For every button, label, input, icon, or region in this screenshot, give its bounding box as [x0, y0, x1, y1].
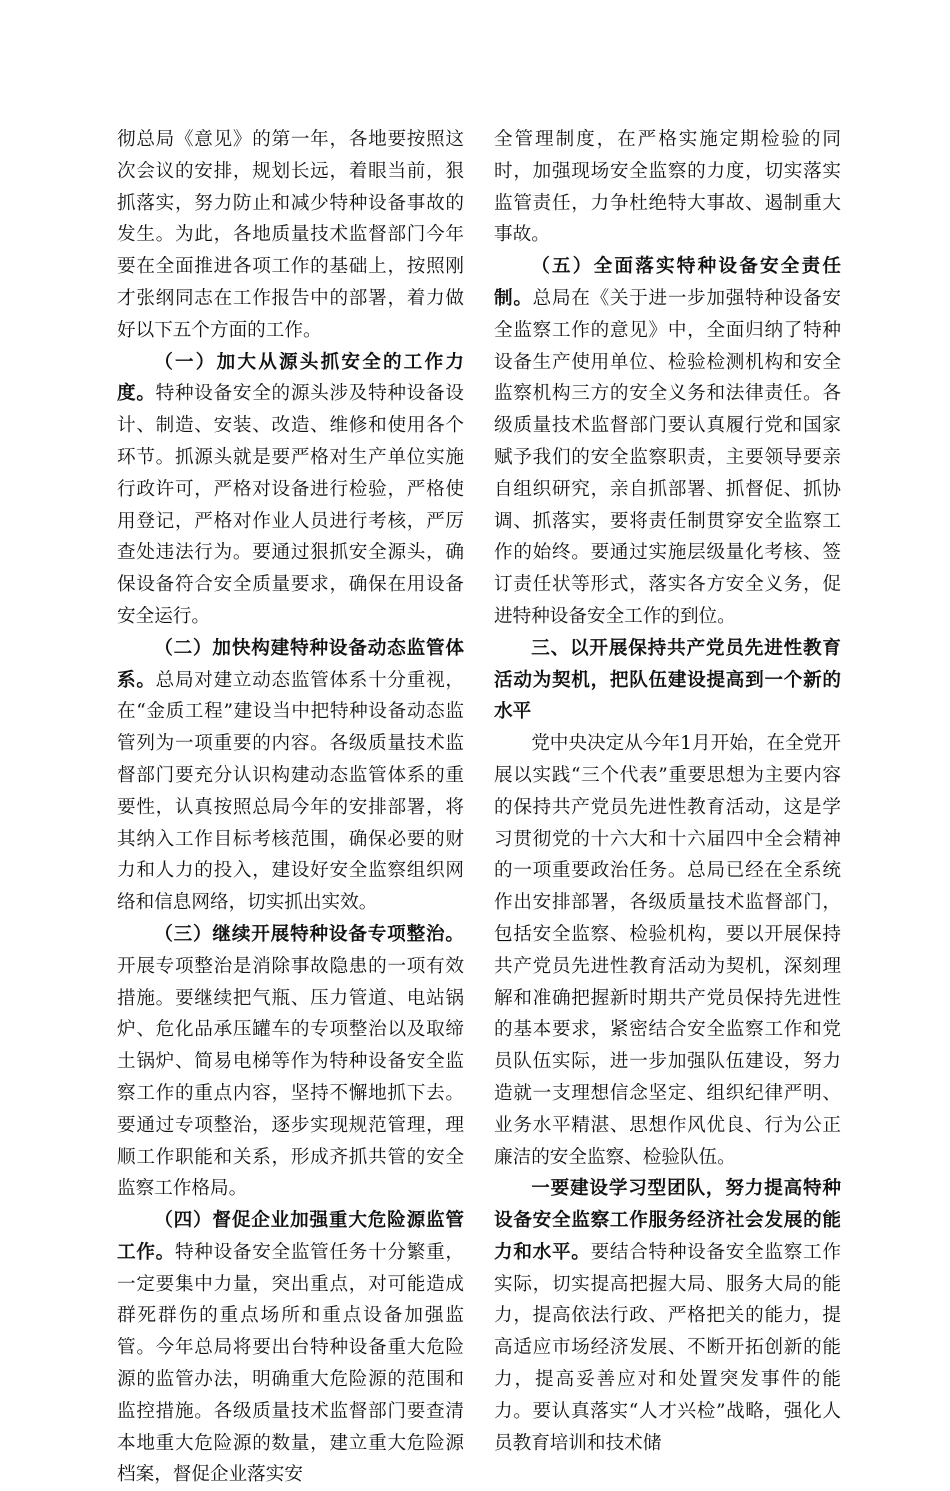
section-two-paragraph: [117, 633, 464, 919]
paragraph-text: 总局在《关于进一步加强特种设备安全监察工作的意见》中，全面归纳了特种设备生产使用单位、检验检测机构和安全监察机构三方的安全义务和法律责任。各级质量技术监督部门要认真履行党和国家赋予我们的安全监察职责，主要领导要亲自组织研究，亲自抓部署、抓督促、抓协调、抓落实，要将责任制贯穿安全监察工作的始终。要通过实施层级量化考核、签订责任状等形式，落实各方安全义务，促进特种设备安全工作的到位。: [494, 287, 841, 627]
section-heading: （四）督促企业加强重大危险源监管工作。: [117, 1210, 464, 1263]
section-five-paragraph: [494, 251, 841, 633]
section-one-paragraph: [117, 347, 464, 633]
continued-paragraph: [117, 124, 464, 347]
section-three-paragraph: [117, 919, 464, 1205]
left-column: [117, 124, 464, 1491]
chapter-heading: [494, 633, 841, 728]
paragraph-text: 党中央决定从今年1月开始，在全党开展以实践“三个代表”重要思想为主要内容的保持共产党员先进性教育活动，这是学习贯彻党的十六大和十六届四中全会精神的一项重要政治任务。总局已经在全系统作出安排部署，各级质量技术监督部门，包括安全监察、检验机构，要以开展保持共产党员先进性教育活动为契机，深刻理解和准确把握新时期共产党员保持先进性的基本要求，紧密结合安全监察工作和党员队伍实际，进一步加强队伍建设，努力造就一支理想信念坚定、组织纪律严明、业务水平精湛、思想作风优良、行为公正廉洁的安全监察、检验队伍。: [494, 733, 841, 1168]
paragraph-text: 要结合特种设备安全监察工作实际，切实提高把握大局、服务大局的能力，提高依法行政、严格把关的能力，提高适应市场经济发展、不断开拓创新的能力，提高妥善应对和处置突发事件的能力。要认真落实“人才兴检”战略，强化人员教育培训和技术储: [494, 1241, 841, 1454]
chapter-intro-paragraph: [494, 728, 841, 1173]
paragraph-text: 特种设备安全监管任务十分繁重，一定要集中力量，突出重点，对可能造成群死群伤的重点场所和重点设备加强监管。今年总局将要出台特种设备重大危险源的监管办法，明确重大危险源的范围和监控措施。各级质量技术监督部门要查清本地重大危险源的数量，建立重大危险源档案，督促企业落实安: [117, 1241, 464, 1486]
right-column: [494, 124, 841, 1459]
section-four-paragraph: [117, 1205, 464, 1491]
section-heading: （五）全面落实特种设备安全责任制。: [494, 256, 841, 309]
paragraph-text: 特种设备安全的源头涉及特种设备设计、制造、安装、改造、维修和使用各个环节。抓源头就是要严格对生产单位实施行政许可，严格对设备进行检验，严格使用登记，严格对作业人员进行考核，严厉查处违法行为。要通过狠抓安全源头，确保设备符合安全质量要求，确保在用设备安全运行。: [117, 383, 464, 627]
chapter-heading-text: 三、以开展保持共产党员先进性教育活动为契机，把队伍建设提高到一个新的水平: [494, 637, 841, 723]
section-heading: （三）继续开展特种设备专项整治。: [154, 923, 464, 945]
section-heading: （一）加大从源头抓安全的工作力度。: [117, 351, 464, 405]
paragraph-text: 彻总局《意见》的第一年，各地要按照这次会议的安排，规划长远，着眼当前，狠抓落实，努力防止和减少特种设备事故的发生。为此，各地质量技术监督部门今年要在全面推进各项工作的基础上，按照刚才张纲同志在工作报告中的部署，着力做好以下五个方面的工作。: [117, 129, 464, 341]
point-one-paragraph: [494, 1173, 841, 1459]
continued-paragraph: [494, 124, 841, 251]
paragraph-text: 全管理制度，在严格实施定期检验的同时，加强现场安全监察的力度，切实落实监管责任，力争杜绝特大事故、遏制重大事故。: [494, 129, 841, 246]
point-heading: 一要建设学习型团队，努力提高特种设备安全监察工作服务经济社会发展的能力和水平。: [494, 1178, 841, 1263]
paragraph-text: 总局对建立动态监管体系十分重视，在“金质工程”建设当中把特种设备动态监管列为一项重要的内容。各级质量技术监督部门要充分认识构建动态监管体系的重要性，认真按照总局今年的安排部署，将其纳入工作目标考核范围，确保必要的财力和人力的投入，建设好安全监察组织网络和信息网络，切实抓出实效。: [117, 669, 464, 914]
section-heading: （二）加快构建特种设备动态监管体系。: [117, 637, 464, 691]
paragraph-text: 开展专项整治是消除事故隐患的一项有效措施。要继续把气瓶、压力管道、电站锅炉、危化品承压罐车的专项整治以及取缔土锅炉、简易电梯等作为特种设备安全监察工作的重点内容，坚持不懈地抓下去。要通过专项整治，逐步实现规范管理，理顺工作职能和关系，形成齐抓共管的安全监察工作格局。: [117, 955, 464, 1200]
